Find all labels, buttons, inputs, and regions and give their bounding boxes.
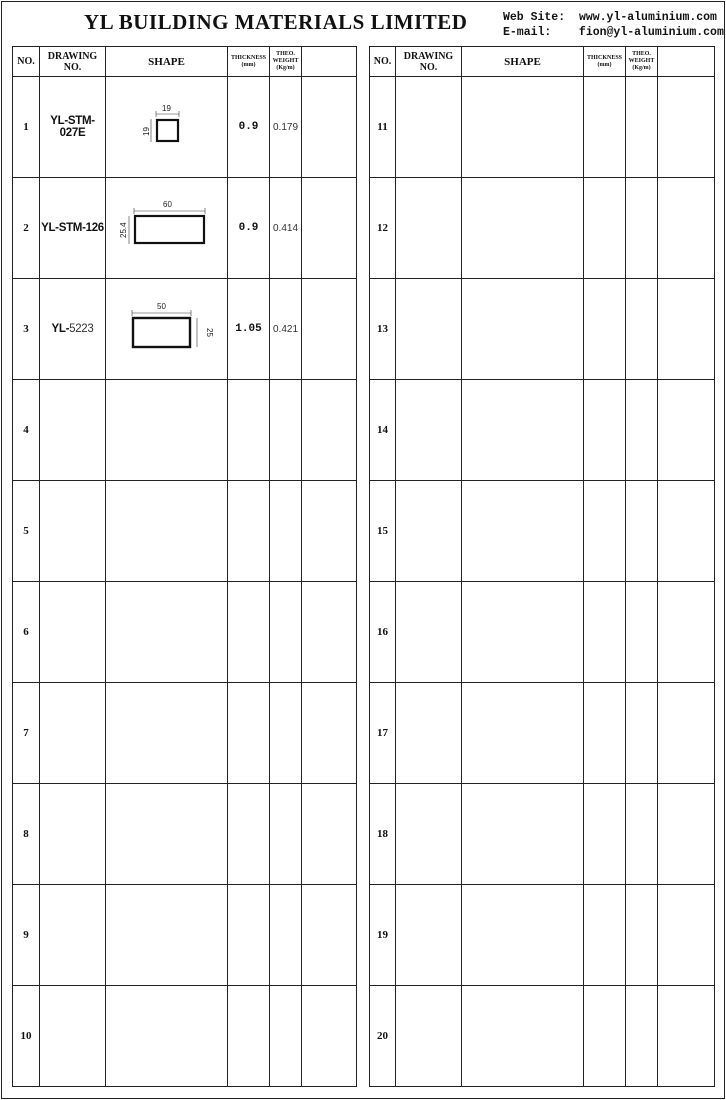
blank-cell xyxy=(302,582,357,683)
thickness-value xyxy=(228,986,270,1087)
row-number: 9 xyxy=(13,885,40,986)
row-number: 16 xyxy=(370,582,396,683)
thickness-value xyxy=(584,784,626,885)
rect-tube-drawing xyxy=(107,297,227,357)
table-row xyxy=(370,178,715,279)
thickness-label: THICKNESS xyxy=(230,54,266,61)
drawing-number xyxy=(396,885,462,986)
row-number: 18 xyxy=(370,784,396,885)
drawing-number xyxy=(40,784,106,885)
row-number: 1 xyxy=(13,77,40,178)
blank-cell xyxy=(658,77,715,178)
shape-cell xyxy=(462,582,584,683)
shape-cell xyxy=(106,178,228,279)
row-number: 14 xyxy=(370,380,396,481)
thickness-value xyxy=(228,784,270,885)
thickness-value xyxy=(584,986,626,1087)
col-no-header: NO. xyxy=(370,47,396,77)
row-number: 6 xyxy=(13,582,40,683)
thickness-value xyxy=(584,481,626,582)
weight-value xyxy=(626,582,658,683)
blank-cell xyxy=(658,683,715,784)
drawing-number xyxy=(40,380,106,481)
drawing-number xyxy=(40,683,106,784)
drawing-suffix: 5223 xyxy=(69,323,94,335)
web-address: www.yl-aluminium.com xyxy=(578,11,717,24)
header-row xyxy=(13,47,357,77)
table-row xyxy=(370,481,715,582)
shape-cell xyxy=(106,683,228,784)
col-weight-header xyxy=(270,47,302,77)
thickness-value xyxy=(228,380,270,481)
table-row xyxy=(13,380,357,481)
table-row xyxy=(370,77,715,178)
col-no-header: NO. xyxy=(13,47,40,77)
left-table xyxy=(12,46,357,1087)
rect-tube-drawing xyxy=(107,196,227,256)
table-row xyxy=(370,986,715,1087)
shape-cell xyxy=(106,380,228,481)
table-row xyxy=(370,279,715,380)
thickness-unit: (mm) xyxy=(597,61,612,68)
row-number: 8 xyxy=(13,784,40,885)
shape-cell xyxy=(462,380,584,481)
email-address: fion@yl-aluminium.com xyxy=(578,25,724,39)
email-label: E-mail: xyxy=(503,25,552,39)
weight-value xyxy=(626,784,658,885)
weight-value xyxy=(270,481,302,582)
weight-value xyxy=(626,481,658,582)
drawing-number xyxy=(40,279,106,380)
row-number: 17 xyxy=(370,683,396,784)
row-number: 12 xyxy=(370,178,396,279)
thickness-value xyxy=(228,885,270,986)
thickness-value xyxy=(584,279,626,380)
weight-value xyxy=(270,683,302,784)
table-row xyxy=(13,481,357,582)
weight-unit: (Kg/m) xyxy=(276,65,295,71)
thickness-value xyxy=(228,683,270,784)
row-number: 13 xyxy=(370,279,396,380)
weight-value: 0.414 xyxy=(270,178,302,279)
drawing-number xyxy=(40,582,106,683)
drawing-number xyxy=(396,380,462,481)
drawing-number xyxy=(40,481,106,582)
blank-cell xyxy=(658,481,715,582)
table-row xyxy=(13,784,357,885)
shape-cell xyxy=(462,481,584,582)
shape-cell xyxy=(462,986,584,1087)
thickness-value xyxy=(584,77,626,178)
weight-value xyxy=(626,986,658,1087)
shape-cell xyxy=(462,885,584,986)
row-number: 5 xyxy=(13,481,40,582)
blank-cell xyxy=(302,784,357,885)
shape-cell xyxy=(106,986,228,1087)
row-number: 19 xyxy=(370,885,396,986)
weight-value xyxy=(626,279,658,380)
row-number: 3 xyxy=(13,279,40,380)
row-number: 2 xyxy=(13,178,40,279)
blank-cell xyxy=(302,77,357,178)
weight-value xyxy=(626,683,658,784)
shape-cell xyxy=(462,178,584,279)
table-row xyxy=(370,683,715,784)
weight-value: 0.179 xyxy=(270,77,302,178)
blank-cell xyxy=(302,683,357,784)
weight-value xyxy=(626,77,658,178)
drawing-number xyxy=(396,178,462,279)
drawing-number xyxy=(396,279,462,380)
col-thickness-header xyxy=(228,47,270,77)
blank-cell xyxy=(658,885,715,986)
square-tube-drawing xyxy=(107,95,227,155)
thickness-unit: (mm) xyxy=(241,61,256,68)
col-thickness-header xyxy=(584,47,626,77)
weight-value xyxy=(270,582,302,683)
table-row xyxy=(370,582,715,683)
row-number: 15 xyxy=(370,481,396,582)
drawing-number xyxy=(396,683,462,784)
contact-block xyxy=(503,11,724,40)
table-row xyxy=(13,582,357,683)
shape-cell xyxy=(106,784,228,885)
dim-height-label: 25 xyxy=(204,327,214,337)
header-row xyxy=(370,47,715,77)
table-row xyxy=(13,683,357,784)
thickness-value xyxy=(584,582,626,683)
shape-cell xyxy=(462,279,584,380)
blank-cell xyxy=(302,178,357,279)
row-number: 10 xyxy=(13,986,40,1087)
blank-cell xyxy=(658,178,715,279)
weight-value xyxy=(270,784,302,885)
drawing-number xyxy=(40,986,106,1087)
drawing-number xyxy=(396,481,462,582)
col-blank-header xyxy=(658,47,715,77)
blank-cell xyxy=(658,582,715,683)
shape-cell xyxy=(462,784,584,885)
table-row xyxy=(370,784,715,885)
col-drawing-header: DRAWING NO. xyxy=(396,47,462,77)
dim-height-label: 19 xyxy=(141,126,151,136)
table-row xyxy=(13,986,357,1087)
thickness-value: 1.05 xyxy=(228,279,270,380)
thickness-value xyxy=(584,683,626,784)
thickness-value xyxy=(584,380,626,481)
shape-header-label: SHAPE xyxy=(504,55,541,68)
weight-value xyxy=(626,178,658,279)
table-row xyxy=(13,77,357,178)
row-number: 11 xyxy=(370,77,396,178)
weight-value: 0.421 xyxy=(270,279,302,380)
dim-width-label: 19 xyxy=(161,103,171,113)
table-row xyxy=(370,885,715,986)
blank-cell xyxy=(658,380,715,481)
blank-cell xyxy=(658,986,715,1087)
weight-label: THEO. WEIGHT xyxy=(628,51,655,64)
dim-width-label: 50 xyxy=(156,301,166,311)
blank-cell xyxy=(302,279,357,380)
weight-value xyxy=(626,380,658,481)
drawing-prefix: YL- xyxy=(51,323,70,335)
blank-cell xyxy=(658,279,715,380)
col-blank-header xyxy=(302,47,357,77)
right-table xyxy=(369,46,715,1087)
blank-cell xyxy=(658,784,715,885)
table-row xyxy=(13,279,357,380)
thickness-value xyxy=(584,885,626,986)
thickness-value xyxy=(228,582,270,683)
shape-cell xyxy=(106,279,228,380)
shape-cell xyxy=(106,582,228,683)
row-number: 20 xyxy=(370,986,396,1087)
weight-label: THEO. WEIGHT xyxy=(272,51,299,64)
col-shape-header xyxy=(106,47,228,77)
shape-header-label: SHAPE xyxy=(148,55,185,68)
shape-cell xyxy=(106,481,228,582)
col-drawing-header: DRAWING NO. xyxy=(40,47,106,77)
thickness-value xyxy=(584,178,626,279)
col-shape-header xyxy=(462,47,584,77)
row-number: 7 xyxy=(13,683,40,784)
weight-unit: (Kg/m) xyxy=(632,65,651,71)
shape-cell xyxy=(106,885,228,986)
blank-cell xyxy=(302,986,357,1087)
thickness-value: 0.9 xyxy=(228,77,270,178)
drawing-number xyxy=(396,582,462,683)
thickness-label: THICKNESS xyxy=(586,54,622,61)
table-row xyxy=(13,885,357,986)
table-row xyxy=(370,380,715,481)
thickness-value: 0.9 xyxy=(228,178,270,279)
row-number: 4 xyxy=(13,380,40,481)
blank-cell xyxy=(302,380,357,481)
weight-value xyxy=(270,380,302,481)
shape-cell xyxy=(462,683,584,784)
shape-cell xyxy=(106,77,228,178)
drawing-number: YL-STM-027E xyxy=(40,77,106,178)
col-weight-header xyxy=(626,47,658,77)
dim-height-label: 25.4 xyxy=(118,221,128,238)
weight-value xyxy=(626,885,658,986)
thickness-value xyxy=(228,481,270,582)
drawing-number xyxy=(396,986,462,1087)
drawing-number: YL-STM-126 xyxy=(40,178,106,279)
blank-cell xyxy=(302,481,357,582)
web-label: Web Site: xyxy=(503,11,566,24)
weight-value xyxy=(270,986,302,1087)
drawing-number xyxy=(396,784,462,885)
drawing-number xyxy=(40,885,106,986)
table-row xyxy=(13,178,357,279)
dim-width-label: 60 xyxy=(162,199,172,209)
weight-value xyxy=(270,885,302,986)
blank-cell xyxy=(302,885,357,986)
company-title: YL BUILDING MATERIALS LIMITED xyxy=(84,10,468,34)
drawing-number xyxy=(396,77,462,178)
shape-cell xyxy=(462,77,584,178)
